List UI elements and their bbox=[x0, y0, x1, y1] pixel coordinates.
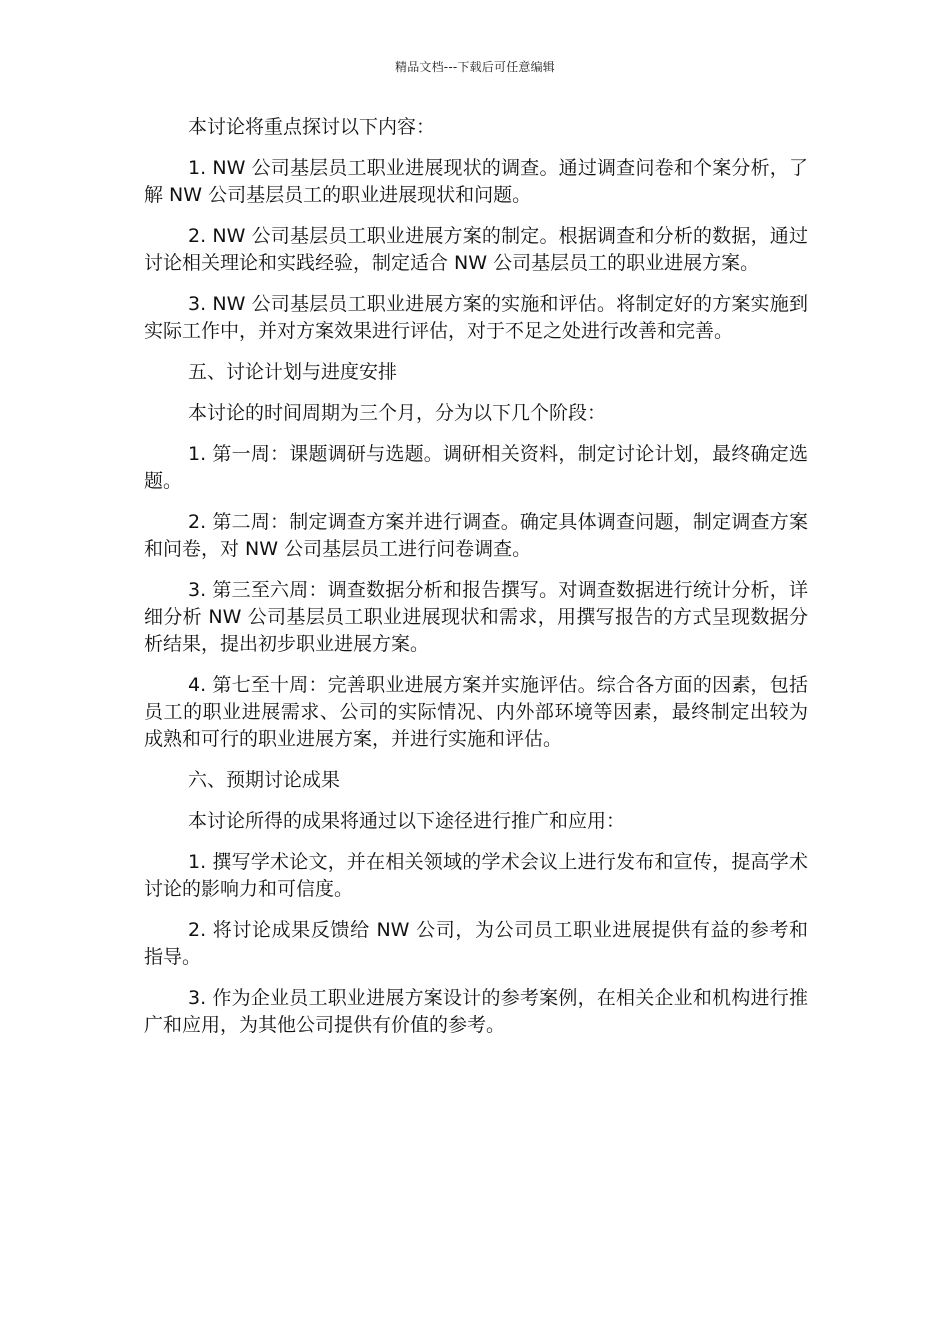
outcome-item-1: 1. 撰写学术论文，并在相关领域的学术会议上进行发布和宣传，提高学术讨论的影响力和可信度。 bbox=[144, 851, 808, 900]
page-header: 精品文档---下载后可任意编辑 bbox=[395, 60, 555, 74]
outcome-item-3: 3. 作为企业员工职业进展方案设计的参考案例，在相关企业和机构进行推广和应用，为其他公司提供有价值的参考。 bbox=[144, 987, 808, 1036]
outcome-item-2: 2. 将讨论成果反馈给 NW 公司，为公司员工职业进展提供有益的参考和指导。 bbox=[144, 919, 808, 968]
plan-stage-3: 3. 第三至六周：调查数据分析和报告撰写。对调查数据进行统计分析，详细分析 NW 公司基层员工职业进展现状和需求，用撰写报告的方式呈现数据分析结果，提出初步职业进展方案。 bbox=[144, 579, 808, 655]
intro-paragraph: 本讨论将重点探讨以下内容： bbox=[188, 116, 436, 138]
section-heading-plan: 五、讨论计划与进度安排 bbox=[188, 361, 398, 383]
document-body bbox=[144, 114, 808, 1053]
content-item-3: 3. NW 公司基层员工职业进展方案的实施和评估。将制定好的方案实施到实际工作中，并对方案效果进行评估，对于不足之处进行改善和完善。 bbox=[144, 293, 808, 342]
plan-stage-2: 2. 第二周：制定调查方案并进行调查。确定具体调查问题，制定调查方案和问卷，对 NW 公司基层员工进行问卷调查。 bbox=[144, 511, 808, 560]
plan-stage-4: 4. 第七至十周：完善职业进展方案并实施评估。综合各方面的因素，包括员工的职业进展需求、公司的实际情况、内外部环境等因素，最终制定出较为成熟和可行的职业进展方案，并进行实施和评估。 bbox=[144, 674, 808, 750]
plan-stage-1: 1. 第一周：课题调研与选题。调研相关资料，制定讨论计划，最终确定选题。 bbox=[144, 443, 808, 492]
section-heading-outcomes: 六、预期讨论成果 bbox=[188, 769, 341, 791]
content-item-1: 1. NW 公司基层员工职业进展现状的调查。通过调查问卷和个案分析，了解 NW 公司基层员工的职业进展现状和问题。 bbox=[144, 157, 808, 206]
content-item-2: 2. NW 公司基层员工职业进展方案的制定。根据调查和分析的数据，通过讨论相关理论和实践经验，制定适合 NW 公司基层员工的职业进展方案。 bbox=[144, 225, 808, 274]
outcomes-intro-paragraph: 本讨论所得的成果将通过以下途径进行推广和应用： bbox=[188, 810, 626, 832]
plan-intro-paragraph: 本讨论的时间周期为三个月，分为以下几个阶段： bbox=[188, 402, 607, 424]
